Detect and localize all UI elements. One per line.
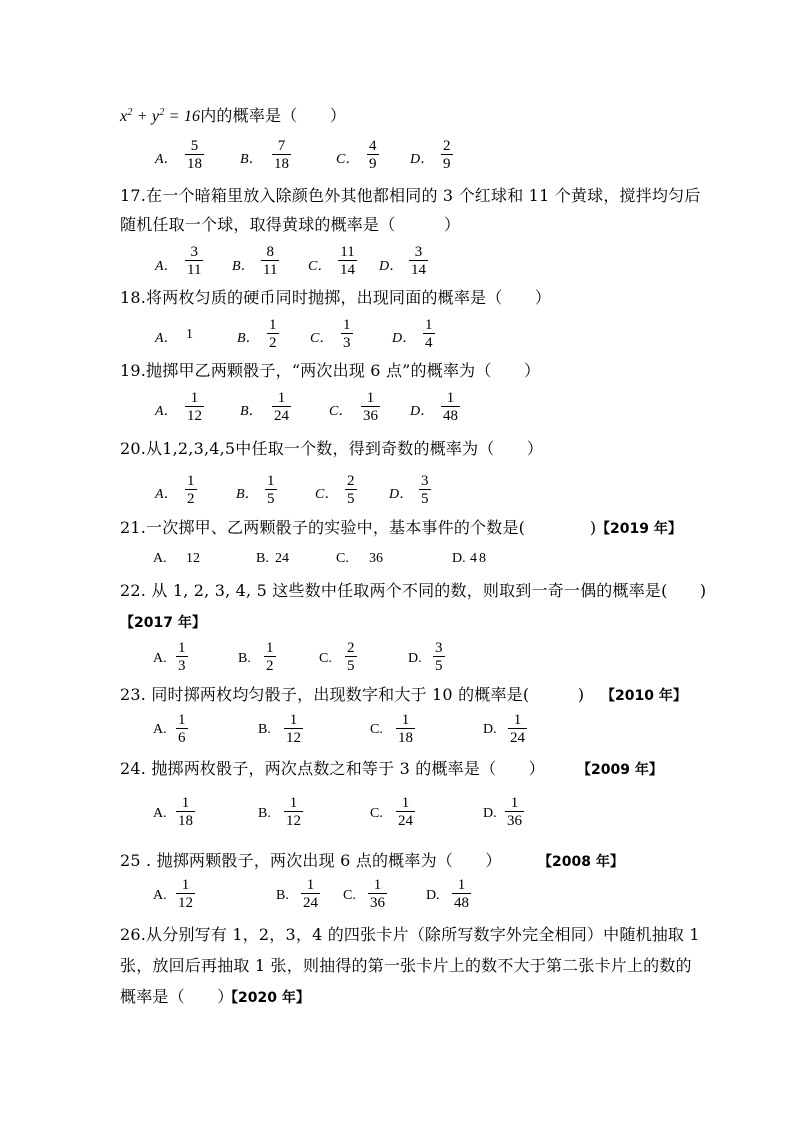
q26-line3: 概率是（ ） [120,987,234,1006]
q22-option-a-label: A. [153,651,167,666]
q20-option-b-label: B． [236,487,259,502]
q22-option-b-fraction: $\frac{1}{2}$ [266,640,274,674]
q24-year-tag: 【2009 年】 [577,762,663,778]
q16-equation-rhs: = 16 [168,108,201,125]
q25-line1: 25 . 抛掷两颗骰子，两次出现 6 点的概率为（ ） [120,851,502,870]
q21-option-a-label: A. [153,551,167,566]
q19-option-c-fraction: $\frac{1}{36}$ [363,390,378,424]
q23-year-tag: 【2010 年】 [601,688,687,704]
q17-option-c-fraction: $\frac{11}{14}$ [340,244,355,278]
q24-option-c-fraction: $\frac{1}{24}$ [398,795,413,829]
q20-option-a-fraction: $\frac{1}{2}$ [187,473,195,507]
q17-option-d-fraction: $\frac{3}{14}$ [411,244,426,278]
q16-stem-text: 内的概率是（ ） [200,106,347,125]
q22-option-d-label: D. [408,651,422,666]
q18-line1: 18.将两枚匀质的硬币同时抛掷，出现同面的概率是（ ） [120,288,552,307]
q23-option-b-fraction: $\frac{1}{12}$ [286,712,301,746]
q20-option-d-label: D． [389,487,414,502]
q24-option-b-fraction: $\frac{1}{12}$ [286,795,301,829]
q16-stem [120,106,346,127]
q26-line1: 26.从分别写有 1，2，3，4 的四张卡片（除所写数字外完全相同）中随机抽取 1 [120,925,700,944]
q17-line2: 随机任取一个球，取得黄球的概率是（ ） [120,215,461,234]
q21-option-a-value: 12 [186,551,200,566]
q25-year-tag: 【2008 年】 [538,854,624,870]
q17-option-b-label: B． [232,259,255,274]
q25-option-a-label: A. [153,888,167,903]
q16-option-c-fraction: $\frac{4}{9}$ [369,138,377,172]
q24-option-b-label: B. [258,806,271,821]
q21-line1: 21.一次掷甲、乙两颗骰子的实验中，基本事件的个数是( ) [120,518,597,537]
q22-option-a-fraction: $\frac{1}{3}$ [178,640,186,674]
q18-option-b-fraction: $\frac{1}{2}$ [269,317,277,351]
q18-option-c-label: C． [310,331,334,346]
q19-option-b-label: B． [240,404,263,419]
q25-option-b-label: B. [276,888,289,903]
q17-option-a-fraction: $\frac{3}{11}$ [187,244,202,278]
q21-option-d-value: 48 [470,551,488,566]
q23-line1: 23. 同时掷两枚均匀骰子，出现数字和大于 10 的概率是( ) [120,685,585,704]
q25-option-c-fraction: $\frac{1}{36}$ [370,877,385,911]
q24-option-c-label: C. [370,806,383,821]
q24-option-d-label: D. [483,806,497,821]
q16-option-b-label: B． [240,152,263,167]
q23-option-c-fraction: $\frac{1}{18}$ [398,712,413,746]
q23-option-a-fraction: $\frac{1}{6}$ [178,712,186,746]
q25-option-d-label: D. [426,888,440,903]
q18-option-d-label: D． [392,331,417,346]
q17-option-a-label: A． [155,259,178,274]
q24-option-a-fraction: $\frac{1}{18}$ [178,795,193,829]
q20-option-c-fraction: $\frac{2}{5}$ [347,473,355,507]
q21-option-c-label: C. [336,551,349,566]
q18-option-a-value: 1 [186,327,193,342]
q23-option-a-label: A. [153,722,167,737]
q17-option-b-fraction: $\frac{8}{11}$ [263,244,278,278]
q21-option-b-label: B. [256,551,269,566]
q19-option-a-fraction: $\frac{1}{12}$ [187,390,202,424]
q22-option-c-fraction: $\frac{2}{5}$ [347,640,355,674]
q23-option-c-label: C. [370,722,383,737]
q20-option-b-fraction: $\frac{1}{5}$ [267,473,275,507]
q17-option-d-label: D． [379,259,404,274]
q19-option-d-label: D． [410,404,435,419]
q16-option-b-fraction: $\frac{7}{18}$ [274,138,289,172]
q24-option-d-fraction: $\frac{1}{36}$ [507,795,522,829]
q21-option-c-value: 36 [369,551,383,566]
q23-option-d-fraction: $\frac{1}{24}$ [510,712,525,746]
q16-option-d-fraction: $\frac{2}{9}$ [443,138,451,172]
q23-option-b-label: B. [258,722,271,737]
q21-option-d-label: D. [452,551,466,566]
q16-option-d-label: D． [410,152,435,167]
q26-year-tag: 【2020 年】 [224,990,310,1006]
q18-option-b-label: B． [237,331,260,346]
q26-line2: 张，放回后再抽取 1 张，则抽得的第一张卡片上的数不大于第二张卡片上的数的 [120,956,692,975]
q25-option-a-fraction: $\frac{1}{12}$ [178,877,193,911]
q24-line1: 24. 抛掷两枚骰子，两次点数之和等于 3 的概率是（ ） [120,759,545,778]
q17-line1: 17.在一个暗箱里放入除颜色外其他都相同的 3 个红球和 11 个黄球，搅拌均匀后 [120,186,701,205]
q22-option-b-label: B. [238,651,251,666]
q23-option-d-label: D. [483,722,497,737]
q19-option-a-label: A． [155,404,178,419]
q20-option-c-label: C． [315,487,339,502]
q17-option-c-label: C． [308,259,332,274]
q20-line1: 20.从1,2,3,4,5中任取一个数，得到奇数的概率为（ ） [120,439,544,458]
q20-option-a-label: A． [155,487,178,502]
q19-option-b-fraction: $\frac{1}{24}$ [274,390,289,424]
q22-option-c-label: C. [319,651,332,666]
q16-option-a-label: A． [155,152,178,167]
q20-option-d-fraction: $\frac{3}{5}$ [421,473,429,507]
q19-line1: 19.抛掷甲乙两颗骰子，“两次出现 6 点”的概率为（ ） [120,361,541,380]
q24-option-a-label: A. [153,806,167,821]
q25-option-d-fraction: $\frac{1}{48}$ [454,877,469,911]
q22-line1: 22. 从 1, 2, 3, 4, 5 这些数中任取两个不同的数，则取到一奇一偶的概率是( ) [120,581,707,600]
q25-option-b-fraction: $\frac{1}{24}$ [303,877,318,911]
q21-year-tag: 【2019 年】 [596,521,682,537]
q19-option-c-label: C． [329,404,353,419]
q19-option-d-fraction: $\frac{1}{48}$ [443,390,458,424]
q16-option-a-fraction: $\frac{5}{18}$ [187,138,202,172]
q18-option-a-label: A． [155,331,178,346]
q18-option-d-fraction: $\frac{1}{4}$ [425,317,433,351]
q25-option-c-label: C. [343,888,356,903]
q22-option-d-fraction: $\frac{3}{5}$ [435,640,443,674]
q18-option-c-fraction: $\frac{1}{3}$ [343,317,351,351]
q16-equation: $x^2 + y^2$ [120,107,165,125]
q22-year-tag: 【2017 年】 [120,615,206,631]
q16-option-c-label: C． [336,152,360,167]
q21-option-b-value: 24 [275,551,289,566]
